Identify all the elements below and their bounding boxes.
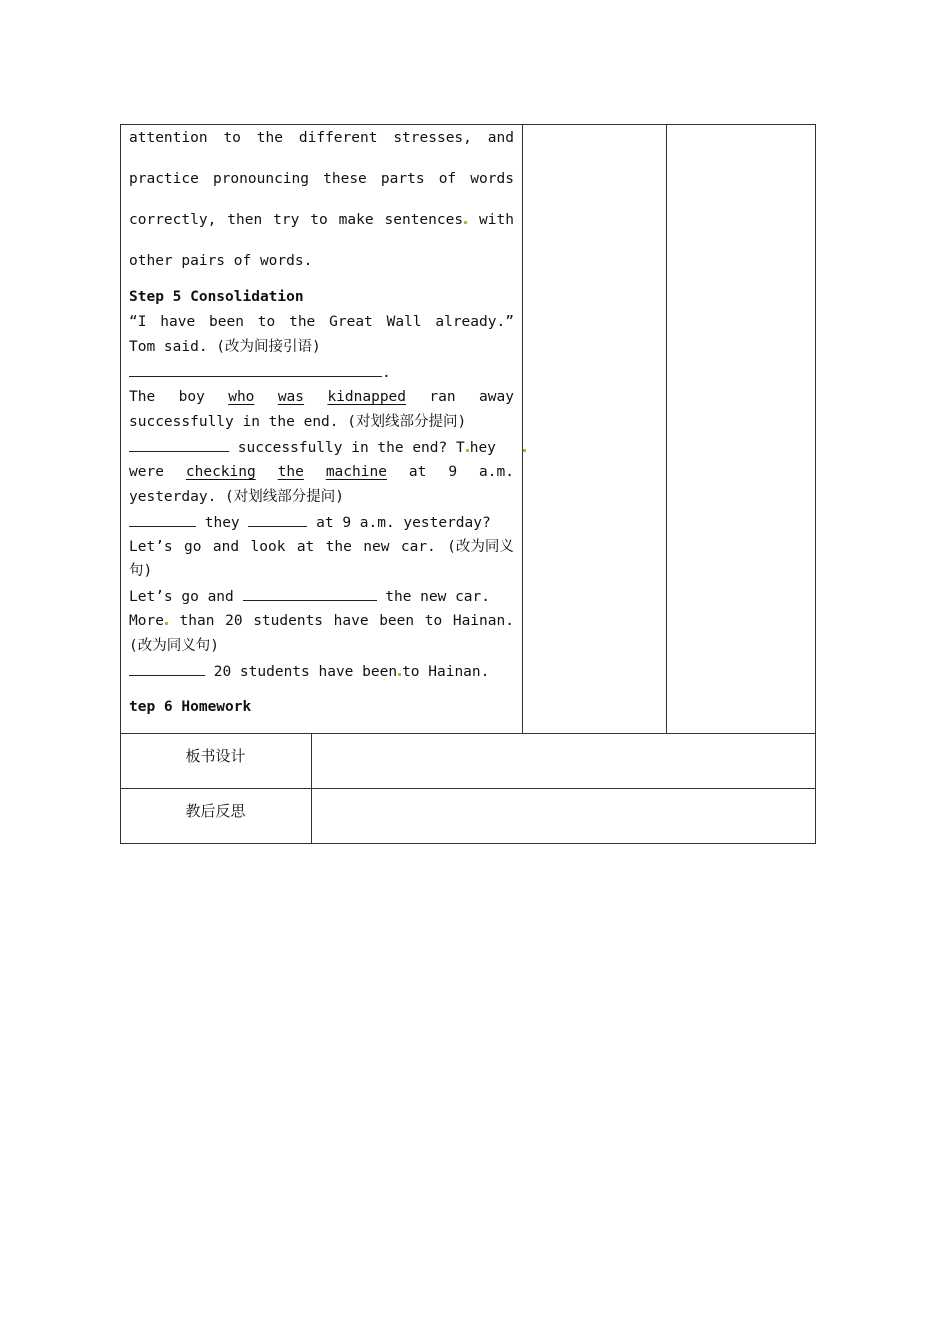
paragraph-line-4: other pairs of words. (129, 253, 313, 269)
marker-dot (165, 622, 168, 625)
marker-dot (398, 673, 401, 676)
q4-line-2: 句) (129, 563, 153, 579)
column-divider-1 (522, 124, 523, 733)
answer-blank[interactable] (248, 512, 307, 527)
step6-heading: tep 6 Homework (129, 699, 252, 715)
marker-dot (464, 221, 467, 224)
board-design-label: 板书设计 (185, 747, 246, 765)
paragraph-line-3: correctly, then try to make sentences with (129, 212, 514, 228)
q5-line-1: More than 20 students have been to Hainan. (129, 613, 514, 629)
q2-line-2: successfully in the end. (对划线部分提问) (129, 414, 467, 430)
q3-line-2: yesterday. (对划线部分提问) (129, 489, 344, 505)
q1-answer-line: . (129, 362, 391, 383)
answer-blank[interactable] (129, 512, 196, 527)
q2-answer-line: successfully in the end? T hey (129, 437, 527, 458)
q5-line-2: (改为同义句) (129, 638, 219, 654)
q1-line-1: “I have been to the Great Wall already.” (129, 314, 514, 330)
step5-heading: Step 5 Consolidation (129, 289, 304, 305)
board-design-cell[interactable] (312, 734, 815, 788)
column-divider-2 (666, 124, 667, 733)
answer-blank[interactable] (129, 437, 229, 452)
reflection-cell[interactable] (312, 789, 815, 843)
q3-line-1: were checking the machine at 9 a.m. (129, 464, 514, 480)
q5-answer-line: 20 students have been to Hainan. (129, 661, 489, 682)
answer-blank[interactable] (129, 362, 382, 377)
q4-answer-line: Let’s go and the new car. (129, 586, 490, 607)
q3-answer-line: they at 9 a.m. yesterday? (129, 512, 491, 533)
q2-line-1: The boy who was kidnapped ran away (129, 389, 514, 405)
answer-blank[interactable] (129, 661, 205, 676)
paragraph-line-1: attention to the different stresses, and (129, 130, 514, 146)
reflection-label: 教后反思 (185, 802, 246, 820)
marker-dot (523, 449, 526, 452)
q1-line-2: Tom said. (改为间接引语) (129, 339, 321, 355)
marker-dot (466, 449, 469, 452)
paragraph-line-2: practice pronouncing these parts of words (129, 171, 514, 187)
q4-line-1: Let’s go and look at the new car. (改为同义 (129, 539, 514, 555)
answer-blank[interactable] (243, 586, 377, 601)
